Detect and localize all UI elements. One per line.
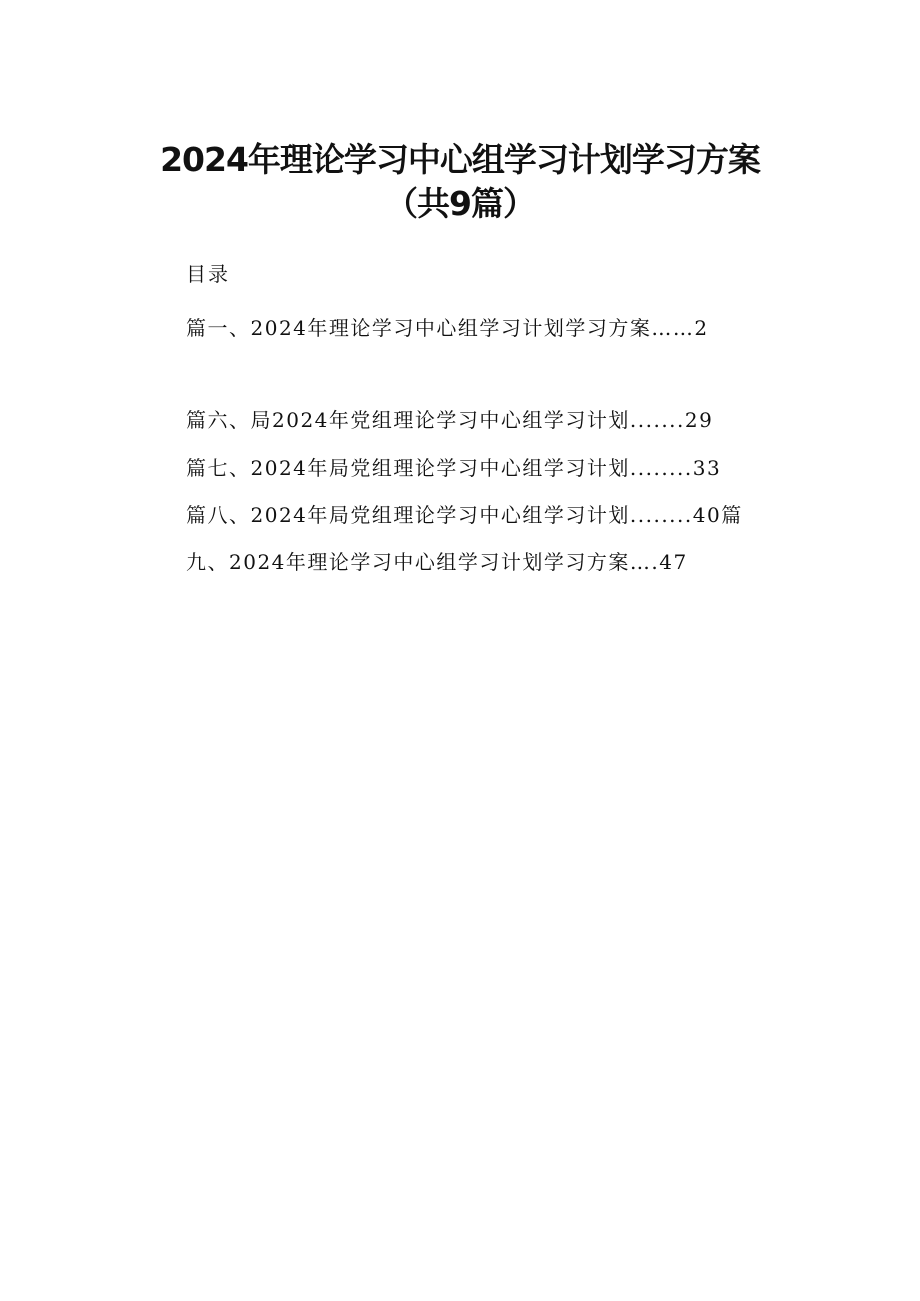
document-title — [0, 138, 920, 226]
toc-entry[interactable]: 篇一、2024年理论学习中心组学习计划学习方案……2 — [186, 316, 709, 340]
title-line-2: （共9篇） — [385, 184, 535, 223]
toc-entry[interactable]: 九、2024年理论学习中心组学习计划学习方案….47 — [186, 550, 688, 574]
toc-entry[interactable]: 篇七、2024年局党组理论学习中心组学习计划........33 — [186, 456, 722, 480]
title-line-1: 2024年理论学习中心组学习计划学习方案 — [160, 140, 760, 179]
toc-entry[interactable]: 篇八、2024年局党组理论学习中心组学习计划........40篇 — [186, 503, 743, 527]
toc-entry[interactable]: 篇六、局2024年党组理论学习中心组学习计划.......29 — [186, 408, 714, 432]
toc-heading: 目录 — [186, 262, 230, 286]
